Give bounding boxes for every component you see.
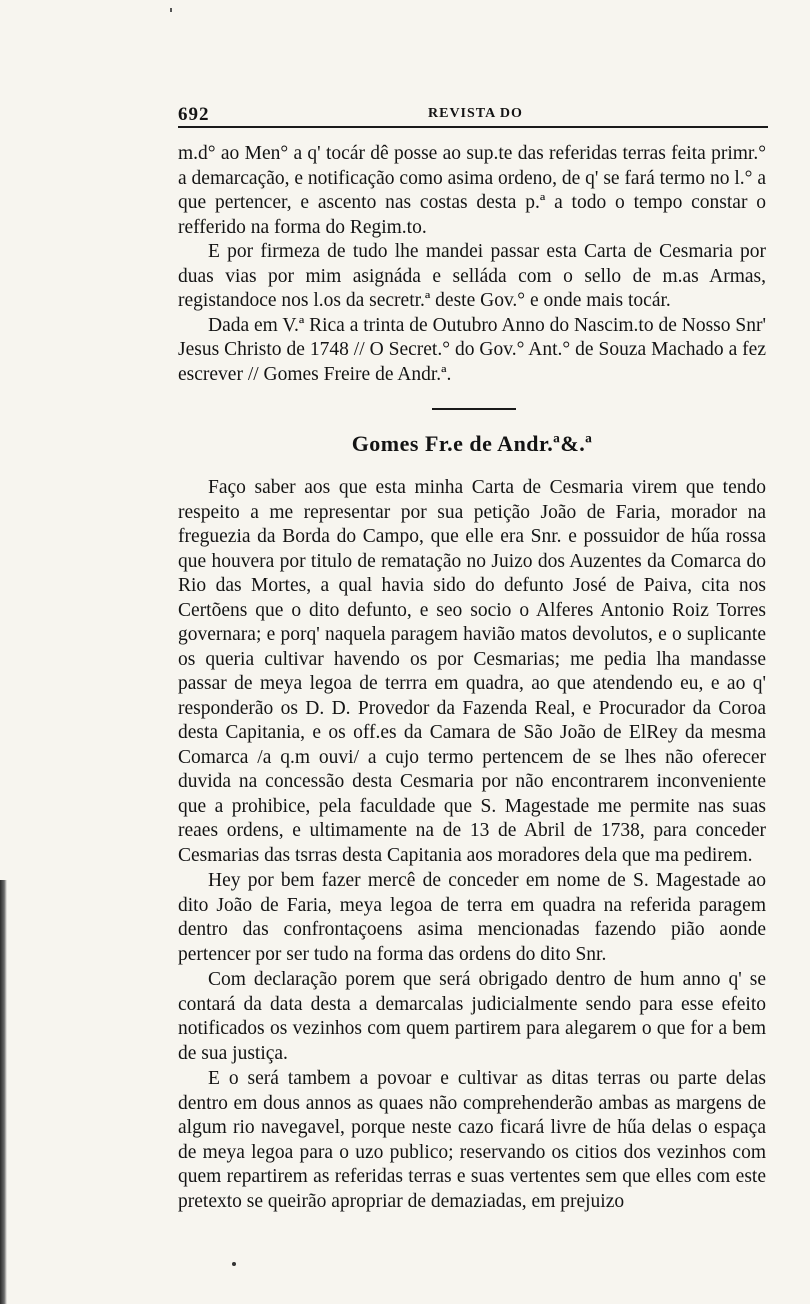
section-title: Gomes Fr.e de Andr.ª&.ª [351, 431, 593, 456]
paragraph: E o será tambem a povoar e cultivar as ditas terras ou parte delas dentro em dous annos as quaes não comprehenderão ambas as margens de algum rio navegavel, porque neste cazo ficará livre de hűa delas o espaça de meya legoa para o uzo publico; reservando os citios dos vezinhos com quem repartirem as referidas terras e suas vertentes sem que elles com este pretexto se queirão apropriar de demaziadas, em prejuizo [178, 1068, 766, 1212]
header-rule [178, 126, 768, 128]
section-separator [432, 408, 516, 410]
paragraph: Hey por bem fazer mercê de conceder em nome de S. Magestade ao dito João de Faria, meya legoa de terra em quadra na referida paragem dentro das confrontaçoens asima mencionadas fazendo pião aonde pertencer por ser tudo na forma das ordens do dito Snr. [178, 870, 766, 965]
paragraph: Dada em V.ª Rica a trinta de Outubro Anno do Nascim.to de Nosso Snr' Jesus Christo de 1748 // O Secret.° do Gov.° Ant.° de Souza Machado a fez escrever // Gomes Freire de Andr.ª. [178, 314, 766, 385]
paragraph: Faço saber aos que esta minha Carta de Cesmaria virem que tendo respeito a me representar por sua petição João de Faria, morador na freguezia da Borda do Campo, que elle era Snr. e possuidor de hűa rossa que houvera por titulo de rematação no Juizo dos Auzentes da Comarca do Rio das Mortes, a qual havia sido do defunto José de Paiva, cita nos Certõens que o dito defunto, e seo socio o Alferes Antonio Roiz Torres governara; e porq' naquela paragem havião matos devolutos, e o suplicante os queria cultivar havendo os por Cesmarias; me pedia lha mandasse passar de meya legoa de terrra em quadra, ao que atendendo eu, e ao q' responderão os D. D. Provedor da Fazenda Real, e Procurador da Coroa desta Capitania, e os off.es da Camara de São João de ElRey da mesma Comarca /a q.m ouvi/ a cujo termo pertencem de se lhes não oferecer duvida na concessão desta Cesmaria por não encontrarem inconveniente que a prohibice, pela faculdade que S. Magestade me permite nas suas reaes ordens, e ultimamente na de 13 de Abril de 1738, para conceder Cesmarias das tsrras desta Capitania aos moradores dela que ma pedirem. [178, 477, 766, 866]
print-speck [170, 8, 172, 12]
body-text [178, 476, 766, 1214]
print-speck [232, 1262, 236, 1266]
page-header [178, 104, 768, 126]
page-number: 692 [178, 104, 210, 125]
paragraph: m.d° ao Men° a q' tocár dê posse ao sup.te das referidas terras feita primr.° a demarcação, e notificação como asima ordeno, de q' se fará termo no l.° a que pertencer, e ascento nas costas desta p.ª a todo o tempo constar o refferido na forma do Regim.to. [178, 143, 766, 238]
paragraph: Com declaração porem que será obrigado dentro de hum anno q' se contará da data desta a demarcalas judicialmente sendo para esse efeito notificados os vezinhos com quem partirem para alegarem o que for a bem de sua justiça. [178, 969, 766, 1064]
page-edge-shadow [0, 880, 7, 1304]
intro-text [178, 142, 766, 387]
running-head: REVISTA DO [428, 106, 523, 121]
paragraph: E por firmeza de tudo lhe mandei passar esta Carta de Cesmaria por duas vias por mim asignáda e selláda com o sello de m.as Armas, registandoce nos l.os da secretr.ª deste Gov.° e onde mais tocár. [178, 241, 766, 311]
